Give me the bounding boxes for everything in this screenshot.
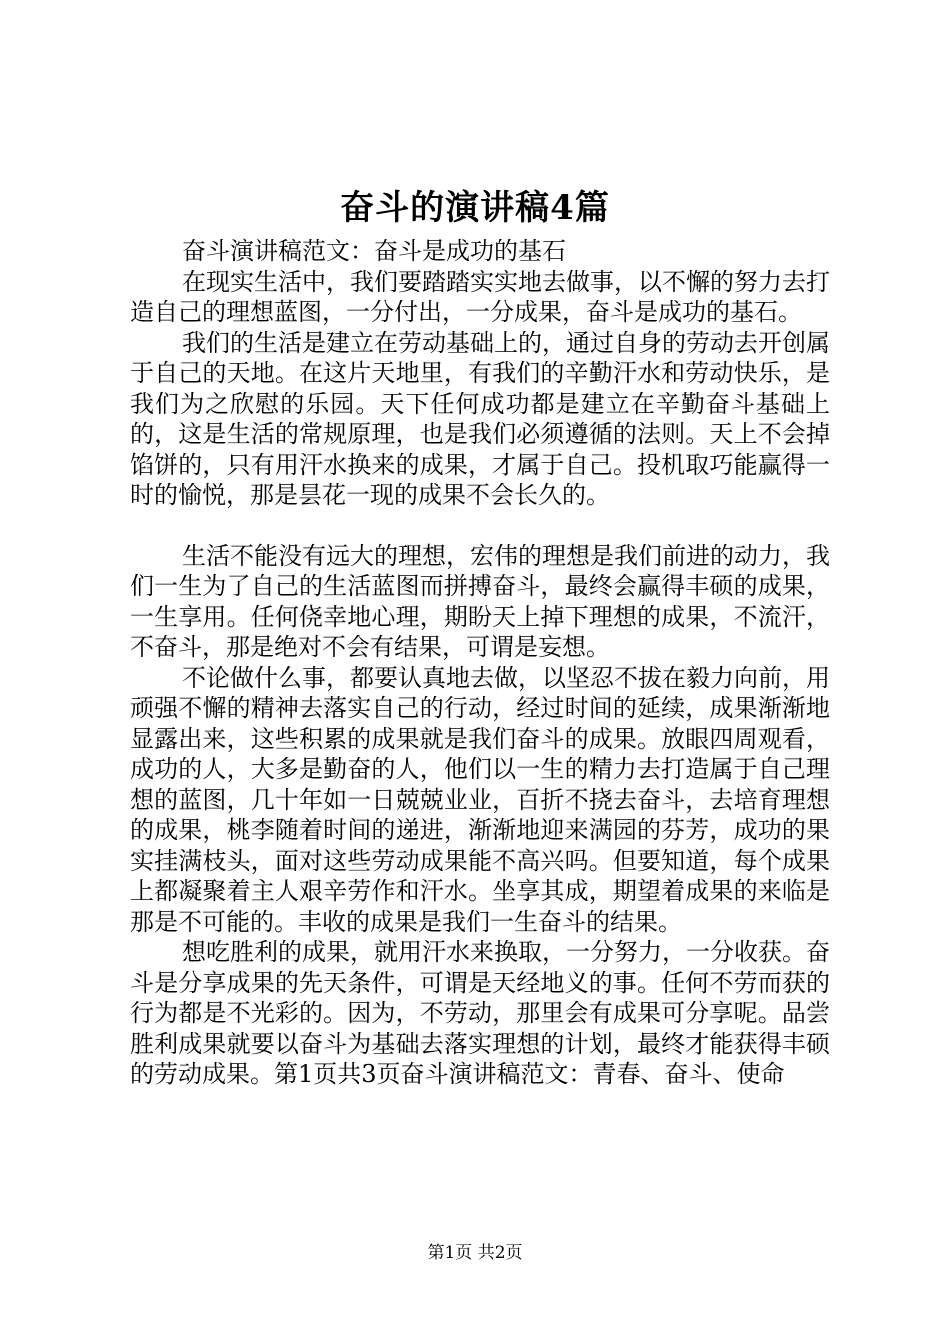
document-body <box>130 236 830 1090</box>
paragraph: 在现实生活中，我们要踏踏实实地去做事，以不懈的努力去打造自己的理想蓝图，一分付出，一分成果，奋斗是成功的基石。 <box>130 267 830 326</box>
document-title: 奋斗的演讲稿4篇 <box>340 188 610 228</box>
paragraph: 我们的生活是建立在劳动基础上的，通过自身的劳动去开创属于自己的天地。在这片天地里，有我们的辛勤汗水和劳动快乐，是我们为之欣慰的乐园。天下任何成功都是建立在辛勤奋斗基础上的，这是生活的常规原理，也是我们必须遵循的法则。天上不会掉馅饼的，只有用汗水换来的成果，才属于自己。投机取巧能赢得一时的愉悦，那是昙花一现的成果不会长久的。 <box>130 328 830 509</box>
paragraph: 不论做什么事，都要认真地去做，以坚忍不拔在毅力向前，用顽强不懈的精神去落实自己的行动，经过时间的延续，成果渐渐地显露出来，这些积累的成果就是我们奋斗的成果。放眼四周观看，成功的人，大多是勤奋的人，他们以一生的精力去打造属于自己理想的蓝图，几十年如一日兢兢业业，百折不挠去奋斗，去培育理想的成果，桃李随着时间的递进，渐渐地迎来满园的芬芳，成功的果实挂满枝头，面对这些劳动成果能不高兴吗。但要知道，每个成果上都凝聚着主人艰辛劳作和汗水。坐享其成，期望着成果的来临是那是不可能的。丰收的成果是我们一生奋斗的结果。 <box>130 663 830 936</box>
section-heading: 奋斗演讲稿范文：奋斗是成功的基石 <box>182 237 566 265</box>
paragraph: 生活不能没有远大的理想，宏伟的理想是我们前进的动力，我们一生为了自己的生活蓝图而拼搏奋斗，最终会赢得丰硕的成果，一生享用。任何侥幸地心理，期盼天上掉下理想的成果，不流汗，不奋斗，那是绝对不会有结果，可谓是妄想。 <box>130 541 830 661</box>
page-footer: 第1页 共2页 <box>427 1243 523 1263</box>
paragraph: 想吃胜利的成果，就用汗水来换取，一分努力，一分收获。奋斗是分享成果的先天条件，可谓是天经地义的事。任何不劳而获的行为都是不光彩的。因为，不劳动，那里会有成果可分享呢。品尝胜利成果就要以奋斗为基础去落实理想的计划，最终才能获得丰硕的劳动成果。第1页共3页奋斗演讲稿范文：青春、奋斗、使命 <box>130 938 830 1088</box>
paragraph-spacer <box>130 511 830 541</box>
